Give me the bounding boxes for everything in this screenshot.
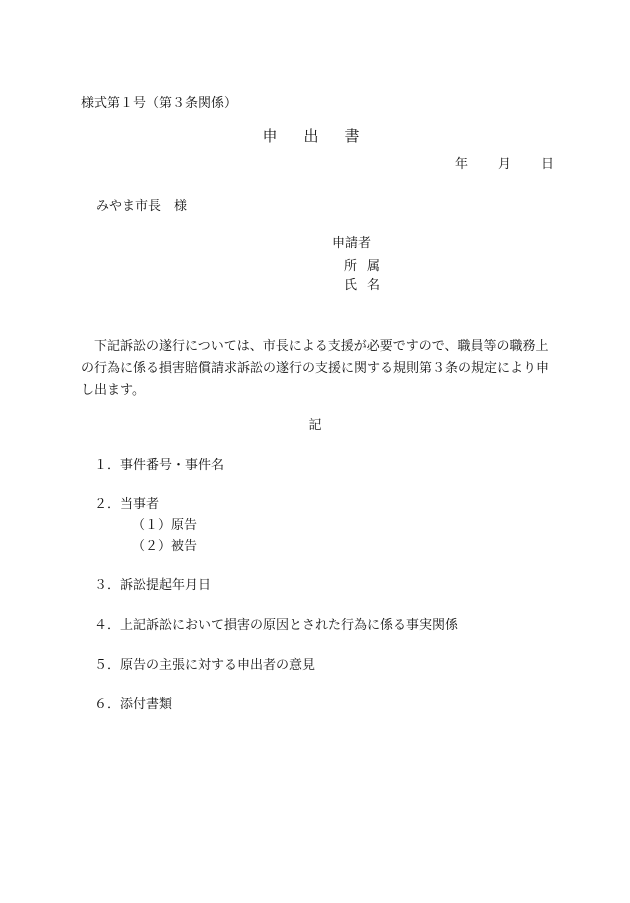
addressee: みやま市長 様 [96, 199, 188, 214]
item-case-number: １．事件番号・事件名 [94, 458, 225, 473]
applicant-affiliation-label: 所属 [344, 259, 391, 274]
date-day-label: 日 [541, 157, 555, 172]
applicant-heading: 申請者 [332, 236, 372, 251]
item-facts: ４．上記訴訟において損害の原因とされた行為に係る事実関係 [94, 618, 459, 633]
party-defendant: （２）被告 [132, 539, 198, 554]
form-number: 様式第１号（第３条関係） [81, 96, 238, 111]
date-month-label: 月 [498, 157, 512, 172]
applicant-name-label: 氏名 [344, 278, 391, 293]
request-body-paragraph: 下記訴訟の遂行については、市長による支援が必要ですので、職員等の職務上の行為に係る損害賠償請求訴訟の遂行の支援に関する規則第３条の規定により申し出ます。 [81, 339, 550, 398]
item-attachments: ６．添付書類 [94, 697, 173, 712]
item-opinion: ５．原告の主張に対する申出者の意見 [94, 658, 316, 673]
item-filing-date: ３．訴訟提起年月日 [94, 578, 212, 593]
date-year-label: 年 [455, 157, 469, 172]
ki-heading: 記 [308, 418, 322, 433]
item-parties: ２．当事者 [94, 497, 160, 512]
document-title: 申出書 [262, 127, 386, 145]
date-line [455, 157, 554, 173]
party-plaintiff: （１）原告 [132, 518, 198, 533]
